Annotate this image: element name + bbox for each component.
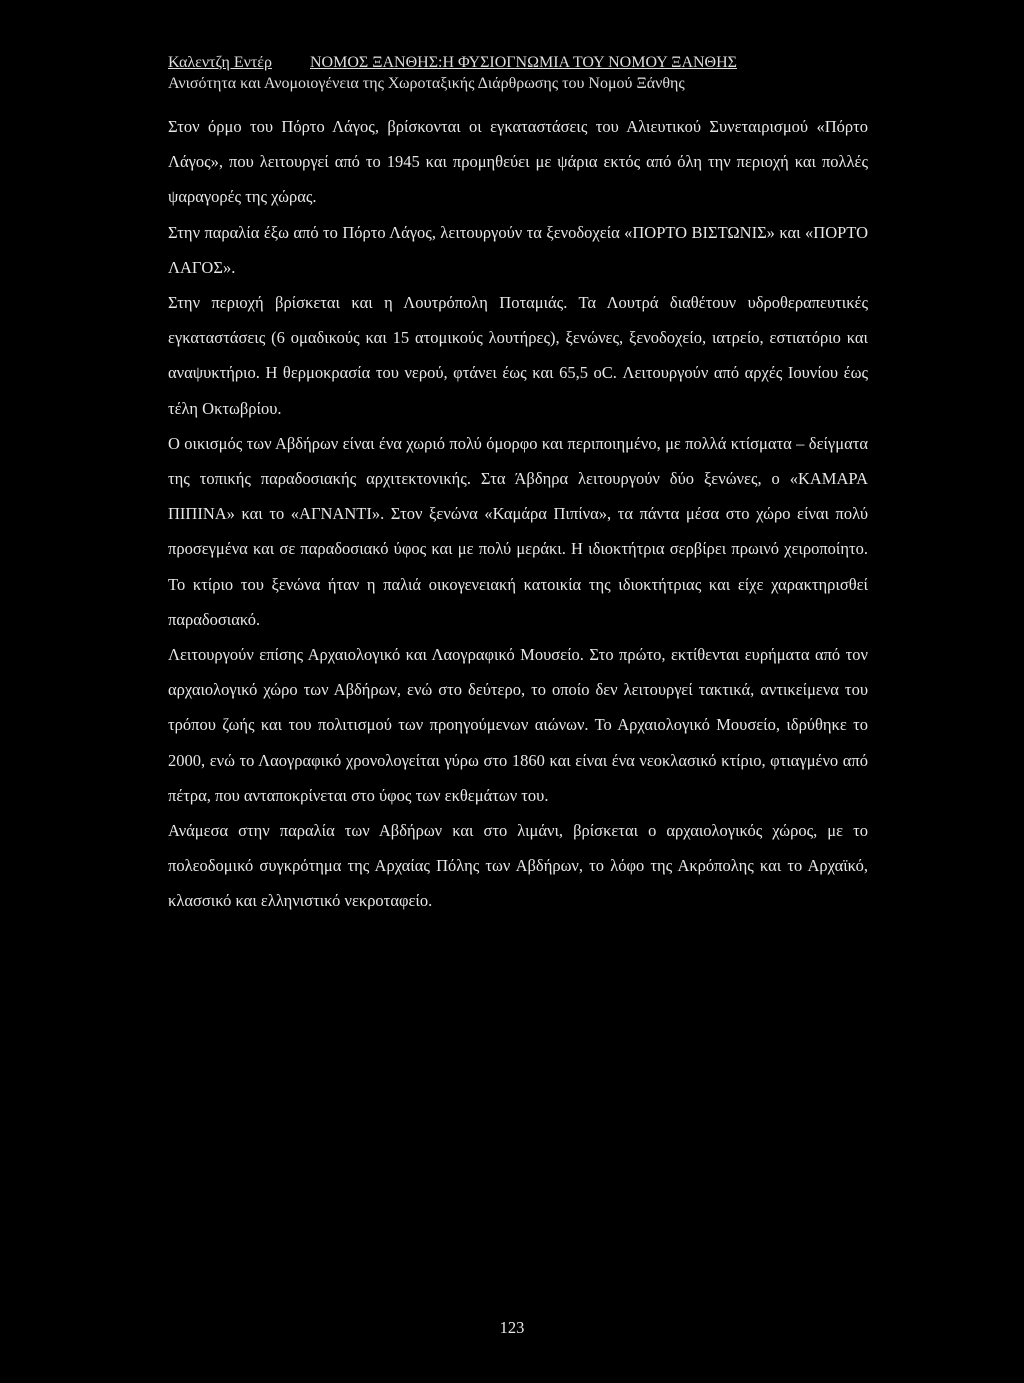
page-number: 123 <box>499 1318 525 1337</box>
paragraph-avdira-settlement: Ο οικισμός των Αβδήρων είναι ένα χωριό πολύ όμορφο και περιποιημένο, με πολλά κτίσματα – δείγματα της τοπικής παραδοσιακής αρχιτεκτονικής. Στα Άβδηρα λειτουργούν δύο ξενώνες, ο «ΚΑΜΑΡΑ ΠΙΠΙΝΑ» και το «ΑΓΝΑΝΤΙ». Στον ξενώνα «Καμάρα Πιπίνα», τα πάντα μέσα στο χώρο είναι πολύ προσεγμένα και σε παραδοσιακό ύφος και με πολύ μεράκι. Η ιδιοκτήτρια σερβίρει πρωινό χειροποίητο. Το κτίριο του ξενώνα ήταν η παλιά οικογενειακή κατοικία της ιδιοκτήτριας και είχε χαρακτηρισθεί παραδοσιακό. <box>168 433 868 629</box>
header-subtitle: Ανισότητα και Ανομοιογένεια της Χωροταξικής Διάρθρωσης του Νομού Ξάνθης <box>168 75 685 92</box>
paragraph-museums: Λειτουργούν επίσης Αρχαιολογικό και Λαογραφικό Μουσείο. Στο πρώτο, εκτίθενται ευρήματα από τον αρχαιολογικό χώρο των Αβδήρων, ενώ στο δεύτερο, το οποίο δεν λειτουργεί τακτικά, αντικείμενα του τρόπου ζωής και του πολιτισμού των προηγούμενων αιώνων. Το Αρχαιολογικό Μουσείο, ιδρύθηκε το 2000, ενώ το Λαογραφικό χρονολογείται γύρω στο 1860 και είναι ένα νεοκλασικό κτίριο, φτιαγμένο από πέτρα, που ανταποκρίνεται στο ύφος των εκθεμάτων του. <box>168 645 868 805</box>
document-body <box>168 109 868 919</box>
paragraph-porto-lagos-cooperative: Στον όρμο του Πόρτο Λάγος, βρίσκονται οι εγκαταστάσεις του Αλιευτικού Συνεταιρισμού «Πόρτο Λάγος», που λειτουργεί από το 1945 και προμηθεύει με ψάρια εκτός από όλη την περιοχή και πολλές ψαραγορές της χώρας. <box>168 117 868 207</box>
header-title: ΝΟΜΟΣ ΞΑΝΘΗΣ:Η ΦΥΣΙΟΓΝΩΜΙΑ ΤΟΥ ΝΟΜΟΥ ΞΑΝΘΗΣ <box>310 54 737 71</box>
header-row <box>168 52 868 73</box>
header-author: Καλεντζη Εντέρ <box>168 54 272 71</box>
paragraph-archaeological-site: Ανάμεσα στην παραλία των Αβδήρων και στο λιμάνι, βρίσκεται ο αρχαιολογικός χώρος, με το πολεοδομικό συγκρότημα της Αρχαίας Πόλης των Αβδήρων, το λόφο της Ακρόπολης και το Αρχαϊκό, κλασσικό και ελληνιστικό νεκροταφείο. <box>168 821 868 911</box>
paragraph-porto-lagos-hotels: Στην παραλία έξω από το Πόρτο Λάγος, λειτουργούν τα ξενοδοχεία «ΠΟΡΤΟ ΒΙΣΤΩΝΙΣ» και «ΠΟΡΤΟ ΛΑΓΟΣ». <box>168 222 868 277</box>
page-header <box>168 52 868 94</box>
paragraph-potamia-baths: Στην περιοχή βρίσκεται και η Λουτρόπολη Ποταμιάς. Τα Λουτρά διαθέτουν υδροθεραπευτικές εγκαταστάσεις (6 ομαδικούς και 15 ατομικούς λουτήρες), ξενώνες, ξενοδοχείο, ιατρείο, εστιατόριο και αναψυκτήριο. Η θερμοκρασία του νερού, φτάνει έως και 65,5 oC. Λειτουργούν από αρχές Ιουνίου έως τέλη Οκτωβρίου. <box>168 293 868 418</box>
